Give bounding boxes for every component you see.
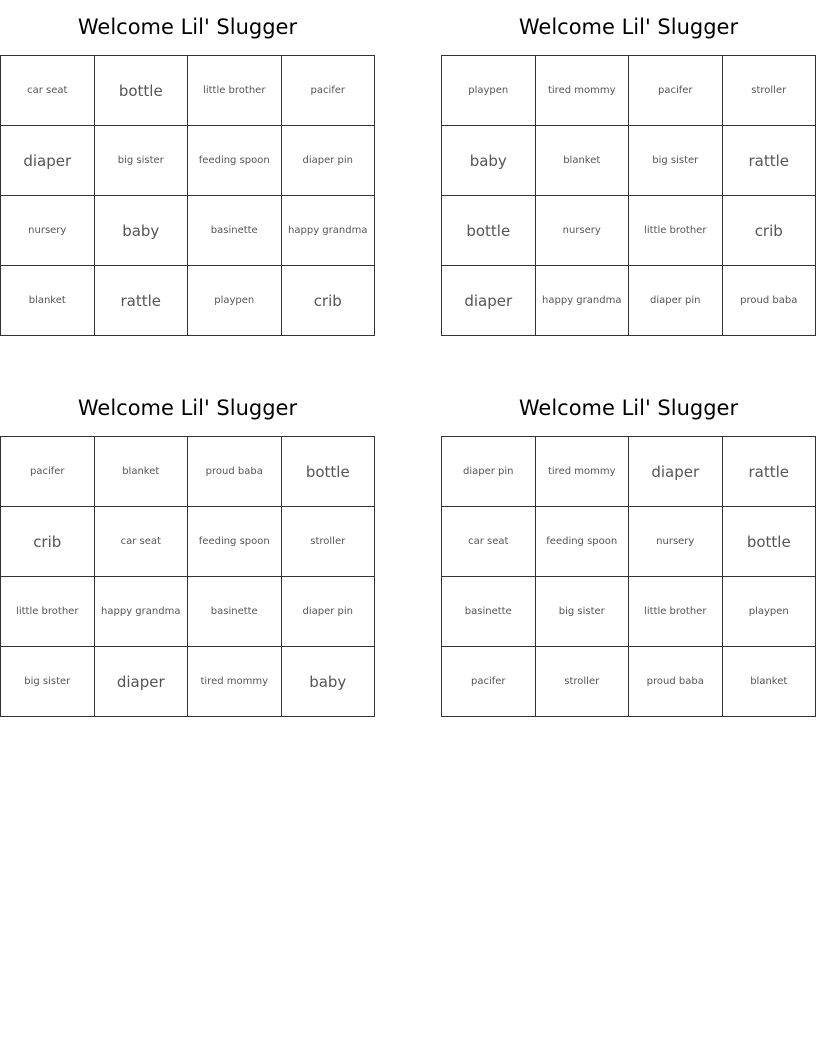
bingo-cell: bottle bbox=[281, 437, 375, 507]
bingo-card-1 bbox=[0, 0, 375, 336]
grid-row bbox=[1, 507, 375, 577]
bingo-cell: little brother bbox=[188, 56, 282, 126]
grid-row bbox=[1, 196, 375, 266]
bingo-cell: basinette bbox=[442, 577, 536, 647]
bingo-cell: playpen bbox=[722, 577, 816, 647]
bingo-grid bbox=[441, 55, 816, 336]
bingo-grid bbox=[0, 436, 375, 717]
bingo-cell: rattle bbox=[722, 437, 816, 507]
bingo-cell: blanket bbox=[1, 266, 95, 336]
bingo-cell: tired mommy bbox=[188, 647, 282, 717]
grid-row bbox=[442, 266, 816, 336]
bingo-cell: bottle bbox=[722, 507, 816, 577]
bingo-cell: baby bbox=[442, 126, 536, 196]
bingo-cell: crib bbox=[1, 507, 95, 577]
grid-row bbox=[442, 647, 816, 717]
bingo-cell: pacifer bbox=[629, 56, 723, 126]
bingo-cell: diaper pin bbox=[281, 126, 375, 196]
grid-row bbox=[442, 577, 816, 647]
bingo-cell: blanket bbox=[722, 647, 816, 717]
bingo-cell: big sister bbox=[1, 647, 95, 717]
bingo-cell: pacifer bbox=[442, 647, 536, 717]
bingo-cell: tired mommy bbox=[535, 56, 629, 126]
bingo-cell: diaper bbox=[629, 437, 723, 507]
grid-row bbox=[1, 126, 375, 196]
bingo-cell: nursery bbox=[1, 196, 95, 266]
grid-row bbox=[442, 126, 816, 196]
bingo-cell: feeding spoon bbox=[188, 507, 282, 577]
bingo-cell: diaper bbox=[94, 647, 188, 717]
bingo-cell: crib bbox=[281, 266, 375, 336]
bingo-card-2 bbox=[441, 0, 816, 336]
bingo-cell: diaper pin bbox=[629, 266, 723, 336]
bingo-grid bbox=[441, 436, 816, 717]
bingo-cell: stroller bbox=[535, 647, 629, 717]
bingo-cell: happy grandma bbox=[535, 266, 629, 336]
grid-row bbox=[442, 56, 816, 126]
bingo-cell: tired mommy bbox=[535, 437, 629, 507]
grid-row bbox=[442, 196, 816, 266]
bingo-cell: stroller bbox=[281, 507, 375, 577]
card-title: Welcome Lil' Slugger bbox=[77, 396, 298, 420]
bingo-cell: little brother bbox=[629, 196, 723, 266]
bingo-cell: diaper pin bbox=[281, 577, 375, 647]
bingo-cell: pacifer bbox=[1, 437, 95, 507]
bingo-cell: proud baba bbox=[188, 437, 282, 507]
bingo-cell: blanket bbox=[94, 437, 188, 507]
bingo-cell: crib bbox=[722, 196, 816, 266]
bingo-cell: basinette bbox=[188, 577, 282, 647]
bingo-cell: baby bbox=[94, 196, 188, 266]
bingo-cell: proud baba bbox=[629, 647, 723, 717]
bingo-cell: feeding spoon bbox=[188, 126, 282, 196]
grid-row bbox=[1, 647, 375, 717]
bingo-cell: pacifer bbox=[281, 56, 375, 126]
card-title: Welcome Lil' Slugger bbox=[518, 396, 739, 420]
bingo-cell: car seat bbox=[94, 507, 188, 577]
bingo-card-4 bbox=[441, 381, 816, 717]
bingo-cell: bottle bbox=[94, 56, 188, 126]
grid-row bbox=[442, 437, 816, 507]
bingo-cell: stroller bbox=[722, 56, 816, 126]
bingo-card-3 bbox=[0, 381, 375, 717]
grid-row bbox=[1, 437, 375, 507]
grid-row bbox=[1, 56, 375, 126]
bingo-cell: rattle bbox=[722, 126, 816, 196]
bingo-cell: proud baba bbox=[722, 266, 816, 336]
bingo-cell: rattle bbox=[94, 266, 188, 336]
bingo-cell: playpen bbox=[188, 266, 282, 336]
bingo-cell: bottle bbox=[442, 196, 536, 266]
bingo-cell: little brother bbox=[629, 577, 723, 647]
bingo-cell: feeding spoon bbox=[535, 507, 629, 577]
bingo-cell: big sister bbox=[94, 126, 188, 196]
bingo-grid bbox=[0, 55, 375, 336]
bingo-cell: diaper bbox=[1, 126, 95, 196]
bingo-cell: blanket bbox=[535, 126, 629, 196]
bingo-cell: big sister bbox=[629, 126, 723, 196]
bingo-cell: diaper bbox=[442, 266, 536, 336]
bingo-cell: happy grandma bbox=[281, 196, 375, 266]
card-title: Welcome Lil' Slugger bbox=[518, 15, 739, 39]
bingo-cell: baby bbox=[281, 647, 375, 717]
bingo-cell: car seat bbox=[1, 56, 95, 126]
bingo-cell: car seat bbox=[442, 507, 536, 577]
grid-row bbox=[442, 507, 816, 577]
bingo-cell: nursery bbox=[629, 507, 723, 577]
bingo-cell: diaper pin bbox=[442, 437, 536, 507]
bingo-cell: little brother bbox=[1, 577, 95, 647]
bingo-cell: basinette bbox=[188, 196, 282, 266]
bingo-cell: big sister bbox=[535, 577, 629, 647]
grid-row bbox=[1, 577, 375, 647]
card-title: Welcome Lil' Slugger bbox=[77, 15, 298, 39]
bingo-cell: happy grandma bbox=[94, 577, 188, 647]
grid-row bbox=[1, 266, 375, 336]
bingo-cell: playpen bbox=[442, 56, 536, 126]
bingo-cell: nursery bbox=[535, 196, 629, 266]
